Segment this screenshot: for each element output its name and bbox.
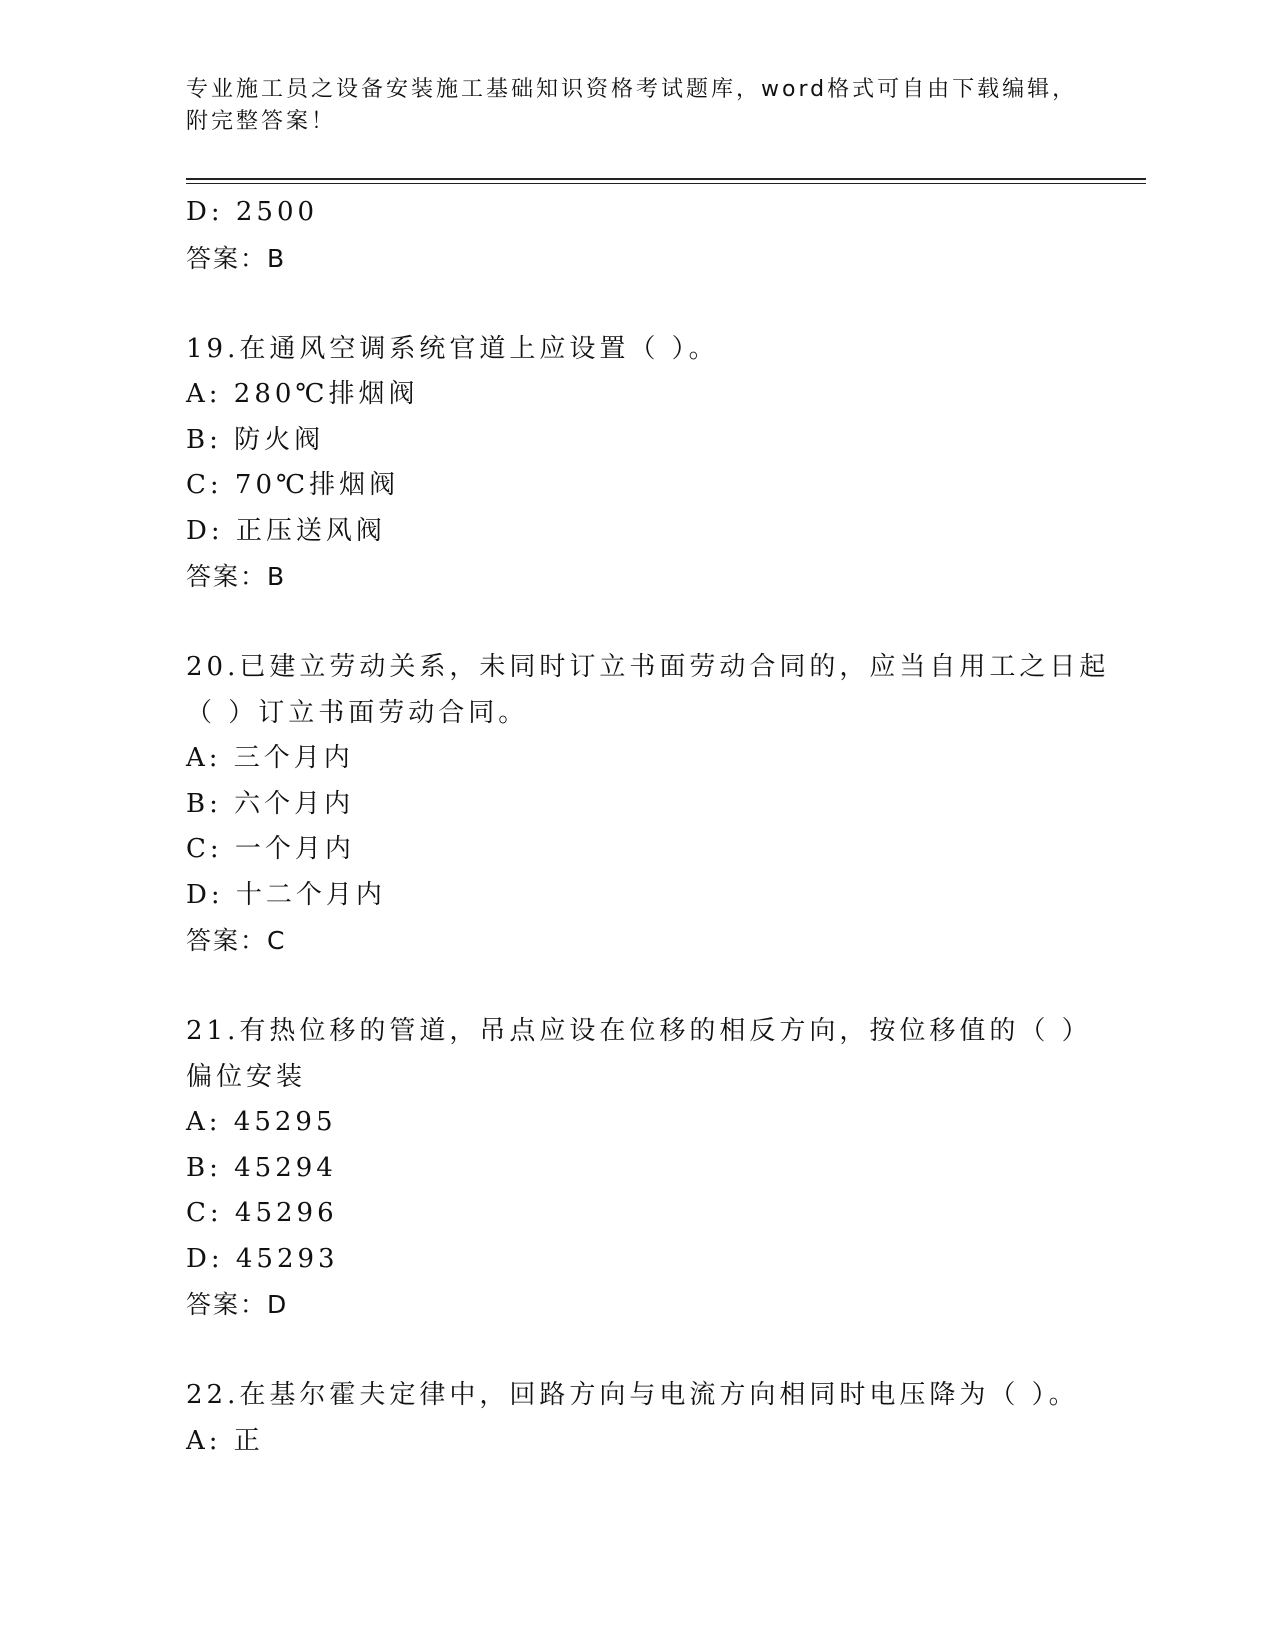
- question-20: [186, 645, 1146, 964]
- option-d: D: 45293: [186, 1243, 339, 1274]
- option-c: C: 45296: [186, 1198, 338, 1228]
- answer: 答案：B: [186, 243, 287, 273]
- question-text: 19.在通风空调系统官道上应设置（ ）。: [186, 333, 719, 364]
- option-a: A: 45295: [186, 1107, 337, 1137]
- question-text-line-2: （ ）订立书面劳动合同。: [186, 697, 529, 728]
- question-18-tail: [186, 190, 1146, 281]
- option-d: D: 2500: [186, 197, 319, 227]
- option-d: D: 十二个月内: [186, 879, 386, 910]
- header-line-1: 专业施工员之设备安装施工基础知识资格考试题库，word格式可自由下载编辑，: [186, 77, 1078, 102]
- option-b: B: 45294: [186, 1152, 337, 1183]
- answer: 答案：B: [186, 562, 287, 591]
- spacer: [186, 1328, 1146, 1374]
- answer: 答案：C: [186, 926, 287, 955]
- option-b: B: 防火阀: [186, 424, 325, 455]
- question-text: 22.在基尔霍夫定律中，回路方向与电流方向相同时电压降为（ ）。: [186, 1380, 1079, 1410]
- option-a: A: 280℃排烟阀: [186, 379, 419, 409]
- option-b: B: 六个月内: [186, 788, 355, 819]
- header-line-2: 附完整答案！: [186, 109, 337, 134]
- option-a: A: 正: [186, 1425, 264, 1456]
- option-a: A: 三个月内: [186, 743, 354, 773]
- option-c: C: 一个月内: [186, 834, 355, 864]
- question-text-line-1: 21.有热位移的管道，吊点应设在位移的相反方向，按位移值的（ ）: [186, 1016, 1092, 1046]
- spacer: [186, 600, 1146, 646]
- document-body: [186, 190, 1146, 1464]
- header-divider-thin: [186, 183, 1146, 184]
- question-21: [186, 1009, 1146, 1328]
- header-divider-thick: [186, 178, 1146, 180]
- spacer: [186, 964, 1146, 1010]
- spacer: [186, 281, 1146, 327]
- option-c: C: 70℃排烟阀: [186, 470, 400, 500]
- question-22: [186, 1373, 1146, 1464]
- question-text-line-2: 偏位安装: [186, 1061, 307, 1092]
- page-header: [186, 74, 1086, 138]
- question-text-line-1: 20.已建立劳动关系，未同时订立书面劳动合同的，应当自用工之日起: [186, 652, 1110, 682]
- option-d: D: 正压送风阀: [186, 515, 386, 546]
- answer: 答案：D: [186, 1290, 289, 1319]
- question-19: [186, 327, 1146, 600]
